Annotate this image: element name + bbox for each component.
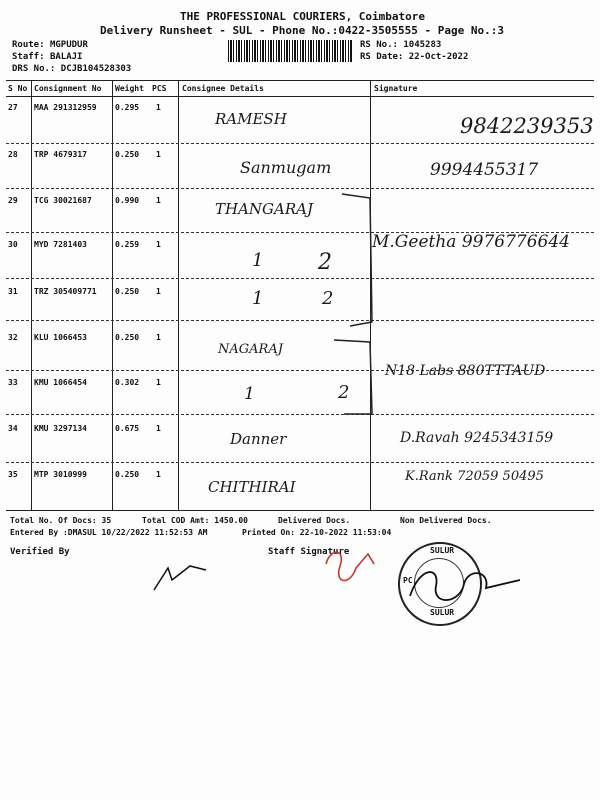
entered-by: Entered By :DMASUL 10/22/2022 11:52:53 AM: [10, 528, 208, 537]
verified-by-label: Verified By: [10, 547, 70, 557]
col-consignee: Consignee Details: [182, 84, 264, 93]
row-weight: 0.295: [115, 103, 140, 112]
row-divider: [6, 188, 594, 189]
row-pcs: 1: [156, 103, 161, 112]
col-sno: S No: [8, 84, 28, 93]
rs-date-value: 22-Oct-2022: [408, 52, 469, 62]
company-title: THE PROFESSIONAL COURIERS, Coimbatore: [180, 10, 426, 23]
rs-date-label: RS Date:: [360, 52, 404, 62]
col-signature: Signature: [374, 84, 418, 93]
route-value: MGPUDUR: [49, 40, 88, 50]
row-pcs: 1: [156, 424, 161, 433]
stamp-text-left: PC: [403, 576, 413, 585]
col-consignment: Consignment No: [34, 84, 102, 93]
total-docs-value: 35: [101, 516, 112, 525]
row-consignee-handwritten: NAGARAJ: [218, 342, 283, 357]
row-pcs: 1: [156, 240, 161, 249]
col-weight: Weight: [115, 84, 144, 93]
row-signature-handwritten: K.Rank 72059 50495: [405, 469, 544, 484]
stamp-signature-scribble: [400, 556, 530, 612]
row-pcs: 1: [156, 196, 161, 205]
row-weight: 0.259: [115, 240, 140, 249]
stamp-text-top: SULUR: [430, 546, 455, 555]
drs-value: DCJB104528303: [60, 64, 132, 74]
row-sno: 31: [8, 287, 18, 296]
row-consignee-handwritten: CHITHIRAI: [208, 478, 296, 496]
row-weight: 0.675: [115, 424, 140, 433]
staff-label: Staff:: [12, 52, 45, 62]
runsheet-subtitle: Delivery Runsheet - SUL - Phone No.:0422-3505555 - Page No.:3: [100, 24, 504, 37]
printed-on: Printed On: 22-10-2022 11:53:04: [242, 528, 392, 537]
row-consignee-handwritten: Sanmugam: [240, 158, 332, 177]
row-signature-handwritten: 9842239353: [460, 114, 594, 138]
verified-signature-scribble: [150, 560, 210, 594]
row-divider: [6, 462, 594, 463]
row-consignee-handwritten: THANGARAJ: [215, 200, 313, 218]
row-weight: 0.990: [115, 196, 140, 205]
bracket-count-handwritten: 2: [318, 250, 332, 275]
row-consignee-handwritten: 1: [252, 250, 264, 271]
row-signature-handwritten: 9994455317: [430, 160, 539, 180]
col-pcs: PCS: [152, 84, 167, 93]
bracket-count-handwritten: 2: [338, 382, 350, 403]
rs-date-line: [360, 52, 468, 62]
grouping-bracket-2: [330, 336, 380, 420]
total-docs-label: Total No. Of Docs:: [10, 516, 97, 525]
staff-line: [12, 52, 82, 62]
row-weight: 0.250: [115, 470, 140, 479]
row-weight: 0.250: [115, 287, 140, 296]
rs-no-label: RS No.:: [360, 40, 398, 50]
row-pcs: 1: [156, 150, 161, 159]
bracket-count-handwritten: 2: [322, 288, 334, 309]
row-weight: 0.250: [115, 333, 140, 342]
drs-line: [12, 64, 131, 74]
delivered-docs-label: Delivered Docs.: [278, 516, 351, 525]
row-sno: 30: [8, 240, 18, 249]
row-sno: 27: [8, 103, 18, 112]
rs-no-value: 1045283: [403, 40, 442, 50]
row-consignment: MAA 291312959: [34, 103, 97, 112]
row-consignment: TRZ 305409771: [34, 287, 97, 296]
barcode: [228, 40, 353, 62]
row-consignee-handwritten: Danner: [230, 430, 287, 448]
row-divider: [6, 414, 594, 415]
route-line: [12, 40, 88, 50]
row-pcs: 1: [156, 378, 161, 387]
row-consignee-handwritten: 1: [244, 384, 255, 404]
row-weight: 0.302: [115, 378, 140, 387]
row-consignee-handwritten: RAMESH: [215, 110, 287, 128]
table-header-rule: [6, 96, 594, 97]
row-consignment: KMU 3297134: [34, 424, 87, 433]
staff-signature-label: Staff Signature: [268, 547, 350, 557]
grouping-bracket: [340, 192, 376, 332]
total-cod-value: 1450.00: [214, 516, 248, 525]
row-sno: 28: [8, 150, 18, 159]
staff-value: BALAJI: [49, 52, 83, 62]
totals-line: [10, 516, 111, 525]
row-consignment: TCG 30021687: [34, 196, 92, 205]
row-sno: 34: [8, 424, 18, 433]
stamp-text-bottom: SULUR: [430, 608, 455, 617]
col-divider: [112, 80, 113, 510]
row-signature-handwritten: M.Geetha 9976776644: [372, 232, 570, 252]
total-cod: [142, 516, 248, 525]
row-signature-handwritten: D.Ravah 9245343159: [400, 430, 554, 446]
col-divider: [31, 80, 32, 510]
total-cod-label: Total COD Amt:: [142, 516, 210, 525]
row-signature-handwritten: N18 Labs 880TTTAUD: [385, 363, 546, 379]
row-sno: 32: [8, 333, 18, 342]
table-top-rule: [6, 80, 594, 81]
row-consignment: KMU 1066454: [34, 378, 87, 387]
row-consignment: KLU 1066453: [34, 333, 87, 342]
row-consignment: MTP 3010999: [34, 470, 87, 479]
staff-signature-scribble: [320, 544, 380, 588]
row-weight: 0.250: [115, 150, 140, 159]
row-sno: 29: [8, 196, 18, 205]
row-pcs: 1: [156, 287, 161, 296]
row-pcs: 1: [156, 333, 161, 342]
row-divider: [6, 143, 594, 144]
row-consignment: MYD 7281403: [34, 240, 87, 249]
row-divider: [6, 278, 594, 279]
row-pcs: 1: [156, 470, 161, 479]
non-delivered-docs-label: Non Delivered Docs.: [400, 516, 492, 525]
drs-label: DRS No.:: [12, 64, 56, 74]
row-divider: [6, 320, 594, 321]
row-consignment: TRP 4679317: [34, 150, 87, 159]
row-sno: 33: [8, 378, 18, 387]
table-bottom-rule: [6, 510, 594, 511]
col-divider: [178, 80, 179, 510]
route-label: Route:: [12, 40, 45, 50]
rs-no-line: [360, 40, 441, 50]
row-consignee-handwritten: 1: [252, 288, 264, 309]
row-sno: 35: [8, 470, 18, 479]
